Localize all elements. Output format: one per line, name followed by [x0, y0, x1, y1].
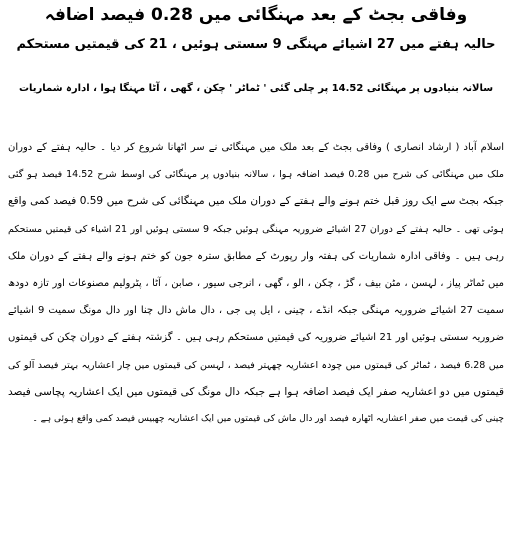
- body-line: رہی ہیں ۔ وفاقی ادارہ شماریات کی ہفتہ وار رپورٹ کے مطابق سترہ جون کو ختم ہونے والے ہفتے کے دوران ملک: [8, 250, 504, 262]
- body-line: قیمتوں میں دو اعشاریہ صفر ایک فیصد اضافہ ہوا ہے جبکہ دال مونگ کی قیمتوں میں ایک اعشاریہ پچاسی فیصد: [8, 385, 504, 398]
- body-line: ضروریہ سستی ہوئیں اور 21 اشیائے ضروریہ کی قیمتیں مستحکم رہی ہیں ۔ گزشتہ ہفتے کے دوران چکن کی قیمتوں: [8, 332, 504, 344]
- headline-sub: حالیہ ہفتے میں 27 اشیائے مہنگی 9 سستی ہوئیں ، 21 کی قیمتیں مستحکم: [16, 37, 496, 52]
- body-line: ملک میں مہنگائی کی شرح میں 0.28 فیصد اضافہ ہوا ، سالانہ بنیادوں پر مہنگائی کی اوسط شرح 14.52 فیصد ہو گئی: [8, 169, 504, 181]
- body-line: چینی کی قیمت میں صفر اعشاریہ اٹھارہ فیصد اور دال ماش کی قیمتوں میں ایک اعشاریہ چھبیس فیصد کمی واقع ہوئی ہے ۔: [32, 413, 504, 424]
- body-line: جبکہ بجٹ سے ایک روز قبل ختم ہونے والے ہفتے کے دوران ملک میں مہنگائی کی شرح میں 0.59 فیصد کمی واقع: [8, 195, 504, 208]
- body-line: اسلام آباد ( ارشاد انصاری ) وفاقی بجٹ کے بعد ملک میں مہنگائی نے سر اٹھانا شروع کر دیا ۔ حالیہ ہفتے کے دوران: [8, 142, 504, 153]
- headline-sub-2: سالانہ بنیادوں پر مہنگائی 14.52 پر چلی گئی ' ٹماٹر ' چکن ، گھی ، آٹا مہنگا ہوا ، ادارہ شماریات: [18, 83, 494, 94]
- body-line: میں 6.28 فیصد ، ٹماٹر کی قیمتوں میں چودہ اعشاریہ چھہتر فیصد ، لہسن کی قیمتوں میں چار اعشاریہ بہتر فیصد آلو کی: [8, 359, 504, 371]
- article-body: [8, 134, 504, 433]
- body-line: سمیت 27 اشیائے ضروریہ مہنگی جبکہ انڈے ، چینی ، ایل پی جی ، دال ماش دال چنا اور دال مونگ سمیت 9 اشیائے: [8, 305, 504, 317]
- body-line: ہوئی تھی ۔ حالیہ ہفتے کے دوران 27 اشیائے ضروریہ مہنگی ہوئیں جبکہ 9 سستی ہوئیں اور 21 اشیاء کی قیمتیں مستحکم: [8, 223, 504, 235]
- body-line: میں ٹماٹر پیاز ، لہسن ، مٹن بیف ، گڑ ، چکن ، الو ، گھی ، انرجی سیور ، صابن ، آٹا ، پٹرولیم مصنوعات اور تازہ دودھ: [8, 277, 504, 289]
- headline-main: وفاقی بجٹ کے بعد مہنگائی میں 0.28 فیصد اضافہ: [44, 5, 468, 25]
